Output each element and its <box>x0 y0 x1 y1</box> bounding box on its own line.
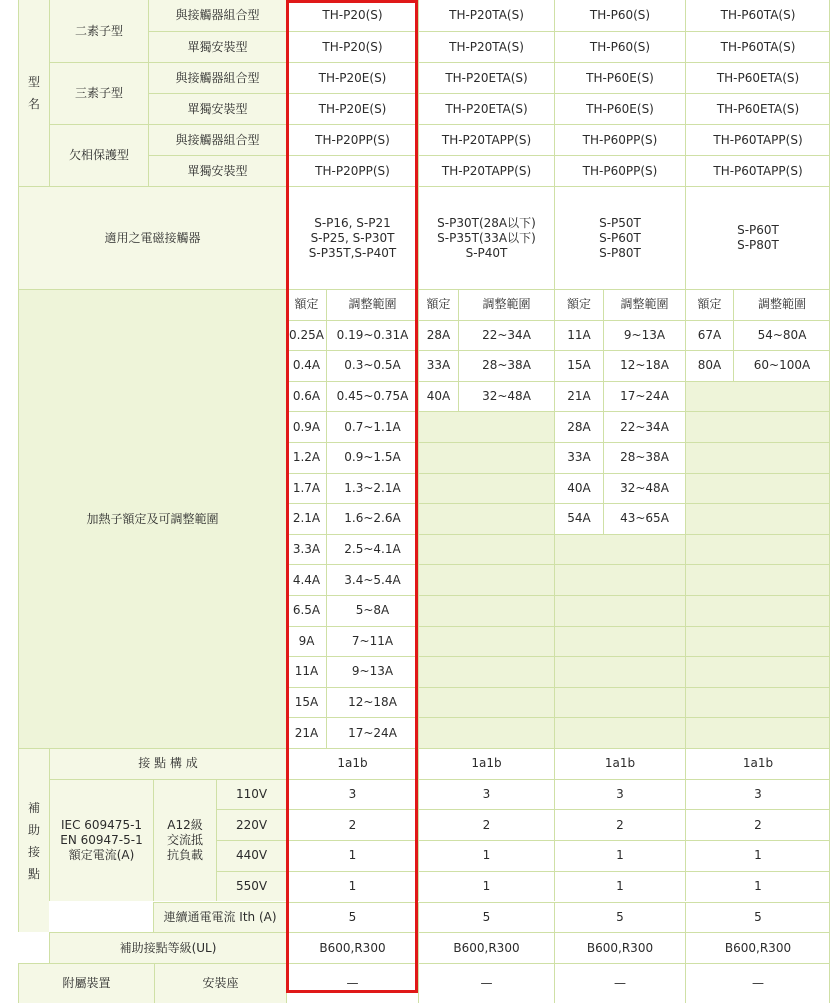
empty-heater-cell <box>554 564 685 595</box>
iec-rating-label-line: 額定電流(A) <box>68 848 135 863</box>
heater-rated-cell: 15A <box>286 687 326 718</box>
empty-heater-cell <box>418 595 554 626</box>
aux-550v-cell: 1 <box>286 871 418 902</box>
empty-heater-cell <box>685 534 830 565</box>
heater-rated-cell: 6.5A <box>286 595 326 626</box>
model-cell: TH-P60TA(S) <box>685 31 830 62</box>
aux-contact-label-line: 補 <box>27 800 40 815</box>
aux-440v-cell: 1 <box>554 840 685 871</box>
contact-config-cell: 1a1b <box>286 748 418 779</box>
a12-load-label-line: 交流抵 <box>166 833 203 848</box>
heater-range-cell: 1.6~2.6A <box>326 503 418 534</box>
empty-heater-cell <box>418 656 554 687</box>
empty-heater-cell <box>685 503 830 534</box>
aux-contact-label-line: 點 <box>27 866 40 881</box>
ith-cell: 5 <box>685 902 830 933</box>
aux-110v-cell: 3 <box>554 779 685 810</box>
empty-heater-cell <box>418 411 554 442</box>
mount-cell: — <box>286 963 418 1003</box>
contact-config-cell: 1a1b <box>554 748 685 779</box>
heater-rated-cell: 3.3A <box>286 534 326 565</box>
a12-load-label-line: A12級 <box>167 818 203 833</box>
empty-heater-cell <box>418 442 554 473</box>
model-cell: TH-P60PP(S) <box>554 155 685 186</box>
contactor-cell <box>554 186 685 289</box>
three-element-label: 三素子型 <box>49 62 148 124</box>
aux-grade-cell: B600,R300 <box>554 932 685 963</box>
model-cell: TH-P20E(S) <box>286 93 418 124</box>
heater-rated-cell: 67A <box>685 320 733 351</box>
standalone-type-label: 單獨安裝型 <box>148 31 286 62</box>
heater-rated-cell: 15A <box>554 350 603 381</box>
mount-label: 安裝座 <box>154 963 286 1003</box>
aux-440v-cell: 1 <box>286 840 418 871</box>
empty-heater-cell <box>685 442 830 473</box>
two-element-label: 二素子型 <box>49 0 148 62</box>
ith-cell: 5 <box>418 902 554 933</box>
contactor-cell-line: S-P35T,S-P40T <box>308 245 397 260</box>
model-cell: TH-P60TAPP(S) <box>685 124 830 155</box>
empty-heater-cell <box>685 381 830 412</box>
heater-rated-cell: 28A <box>418 320 458 351</box>
voltage-v110-label: 110V <box>216 779 286 810</box>
aux-220v-cell: 2 <box>418 809 554 840</box>
heater-rated-cell: 40A <box>418 381 458 412</box>
aux-220v-cell: 2 <box>685 809 830 840</box>
heater-range-cell: 17~24A <box>603 381 685 412</box>
voltage-v440-label: 440V <box>216 840 286 871</box>
empty-heater-cell <box>685 717 830 748</box>
heater-rated-cell: 2.1A <box>286 503 326 534</box>
heater-rated-cell: 0.9A <box>286 411 326 442</box>
heater-range-cell: 43~65A <box>603 503 685 534</box>
aux-contact-label-line: 接 <box>27 844 40 859</box>
heater-range-cell: 28~38A <box>603 442 685 473</box>
model-cell: TH-P60TAPP(S) <box>685 155 830 186</box>
heater-rated-cell: 11A <box>554 320 603 351</box>
empty-heater-cell <box>554 687 685 718</box>
model-cell: TH-P20PP(S) <box>286 155 418 186</box>
contact-config-cell: 1a1b <box>418 748 554 779</box>
empty-heater-cell <box>685 687 830 718</box>
rated-header: 額定 <box>554 289 603 320</box>
empty-heater-cell <box>685 564 830 595</box>
empty-heater-cell <box>418 534 554 565</box>
heater-range-cell: 0.7~1.1A <box>326 411 418 442</box>
model-cell: TH-P60E(S) <box>554 62 685 93</box>
ith-label: 連續通電電流 Ith (A) <box>153 902 286 933</box>
model-cell: TH-P20ETA(S) <box>418 62 554 93</box>
ith-cell: 5 <box>286 902 418 933</box>
model-cell: TH-P60ETA(S) <box>685 62 830 93</box>
a12-load-label-line: 抗負載 <box>166 848 203 863</box>
heater-rated-cell: 40A <box>554 473 603 504</box>
model-cell: TH-P20TA(S) <box>418 31 554 62</box>
heater-rated-cell: 0.4A <box>286 350 326 381</box>
aux-550v-cell: 1 <box>685 871 830 902</box>
empty-heater-cell <box>418 626 554 657</box>
model-cell: TH-P60(S) <box>554 0 685 31</box>
model-cell: TH-P60TA(S) <box>685 0 830 31</box>
contactor-cell-line: S-P60T <box>599 230 641 245</box>
heater-range-cell: 0.19~0.31A <box>326 320 418 351</box>
model-cell: TH-P20TA(S) <box>418 0 554 31</box>
heater-range-cell: 32~48A <box>458 381 554 412</box>
heater-range-cell: 12~18A <box>603 350 685 381</box>
heater-rated-cell: 1.7A <box>286 473 326 504</box>
heater-rated-cell: 11A <box>286 656 326 687</box>
aux-110v-cell: 3 <box>685 779 830 810</box>
empty-heater-cell <box>685 656 830 687</box>
heater-rated-cell: 28A <box>554 411 603 442</box>
heater-range-cell: 54~80A <box>733 320 830 351</box>
model-name-label-line: 型 <box>27 75 40 89</box>
aux-contact-label <box>18 748 49 932</box>
empty-heater-cell <box>554 626 685 657</box>
empty-heater-cell <box>554 717 685 748</box>
aux-440v-cell: 1 <box>418 840 554 871</box>
contactor-label: 適用之電磁接觸器 <box>18 186 286 289</box>
heater-rated-cell: 4.4A <box>286 564 326 595</box>
heater-rated-cell: 21A <box>554 381 603 412</box>
contactor-cell-line: S-P16, S-P21 <box>314 215 391 230</box>
range-header: 調整範圍 <box>326 289 418 320</box>
range-header: 調整範圍 <box>733 289 830 320</box>
contactor-cell-line: S-P50T <box>599 215 641 230</box>
standalone-type-label: 單獨安裝型 <box>148 155 286 186</box>
heater-range-cell: 17~24A <box>326 717 418 748</box>
contactor-cell <box>286 186 418 289</box>
iec-rating-label <box>49 779 153 902</box>
model-cell: TH-P60PP(S) <box>554 124 685 155</box>
voltage-v220-label: 220V <box>216 809 286 840</box>
heater-rated-cell: 0.6A <box>286 381 326 412</box>
model-cell: TH-P60ETA(S) <box>685 93 830 124</box>
combined-type-label: 與接觸器組合型 <box>148 62 286 93</box>
heater-range-cell: 22~34A <box>458 320 554 351</box>
aux-110v-cell: 3 <box>286 779 418 810</box>
contactor-cell-line: S-P25, S-P30T <box>310 230 395 245</box>
heater-range-cell: 28~38A <box>458 350 554 381</box>
aux-550v-cell: 1 <box>418 871 554 902</box>
heater-range-cell: 5~8A <box>326 595 418 626</box>
empty-heater-cell <box>554 534 685 565</box>
empty-heater-cell <box>418 473 554 504</box>
heater-range-cell: 7~11A <box>326 626 418 657</box>
aux-440v-cell: 1 <box>685 840 830 871</box>
accessory-label: 附屬裝置 <box>18 963 154 1003</box>
heater-range-cell: 9~13A <box>603 320 685 351</box>
heater-range-cell: 32~48A <box>603 473 685 504</box>
heater-rated-cell: 80A <box>685 350 733 381</box>
model-cell: TH-P60(S) <box>554 31 685 62</box>
empty-heater-cell <box>418 717 554 748</box>
model-name-label-line: 名 <box>27 97 40 111</box>
aux-220v-cell: 2 <box>554 809 685 840</box>
model-cell: TH-P20(S) <box>286 0 418 31</box>
aux-contact-label-line: 助 <box>27 822 40 837</box>
heater-rated-cell: 21A <box>286 717 326 748</box>
contactor-cell-line: S-P80T <box>737 238 779 252</box>
model-cell: TH-P60E(S) <box>554 93 685 124</box>
heater-rated-cell: 54A <box>554 503 603 534</box>
empty-heater-cell <box>685 595 830 626</box>
phase-loss-label: 欠相保護型 <box>49 124 148 186</box>
empty-heater-cell <box>418 687 554 718</box>
heater-range-cell: 2.5~4.1A <box>326 534 418 565</box>
contactor-cell-line: S-P40T <box>465 245 508 260</box>
contactor-cell-line: S-P35T(33A以下) <box>437 230 536 245</box>
voltage-v550-label: 550V <box>216 871 286 902</box>
standalone-type-label: 單獨安裝型 <box>148 93 286 124</box>
mount-cell: — <box>554 963 685 1003</box>
model-cell: TH-P20PP(S) <box>286 124 418 155</box>
empty-heater-cell <box>418 564 554 595</box>
model-name-label <box>18 0 49 186</box>
aux-220v-cell: 2 <box>286 809 418 840</box>
heater-range-cell: 22~34A <box>603 411 685 442</box>
rated-header: 額定 <box>286 289 326 320</box>
heater-range-cell: 3.4~5.4A <box>326 564 418 595</box>
rated-header: 額定 <box>685 289 733 320</box>
empty-heater-cell <box>685 626 830 657</box>
heater-range-cell: 12~18A <box>326 687 418 718</box>
aux-110v-cell: 3 <box>418 779 554 810</box>
heater-range-cell: 0.3~0.5A <box>326 350 418 381</box>
iec-rating-label-line: EN 60947-5-1 <box>60 833 143 848</box>
heater-rated-cell: 33A <box>418 350 458 381</box>
contactor-cell-line: S-P60T <box>737 223 779 237</box>
aux-grade-label: 補助接點等級(UL) <box>49 932 286 963</box>
iec-rating-label-line: IEC 609475-1 <box>60 818 143 833</box>
model-cell: TH-P20E(S) <box>286 62 418 93</box>
empty-heater-cell <box>554 595 685 626</box>
heater-range-cell: 0.45~0.75A <box>326 381 418 412</box>
model-cell: TH-P20ETA(S) <box>418 93 554 124</box>
range-header: 調整範圍 <box>603 289 685 320</box>
empty-heater-cell <box>554 656 685 687</box>
mount-cell: — <box>418 963 554 1003</box>
empty-heater-cell <box>685 473 830 504</box>
heater-range-cell: 60~100A <box>733 350 830 381</box>
aux-grade-cell: B600,R300 <box>418 932 554 963</box>
contactor-cell <box>685 186 830 289</box>
a12-load-label <box>153 779 216 902</box>
aux-grade-cell: B600,R300 <box>286 932 418 963</box>
heater-range-cell: 0.9~1.5A <box>326 442 418 473</box>
contact-config-cell: 1a1b <box>685 748 830 779</box>
aux-grade-cell: B600,R300 <box>685 932 830 963</box>
range-header: 調整範圍 <box>458 289 554 320</box>
heater-label: 加熱子額定及可調整範圍 <box>18 289 286 748</box>
contactor-cell <box>418 186 554 289</box>
contactor-cell-line: S-P30T(28A以下) <box>437 215 536 230</box>
combined-type-label: 與接觸器組合型 <box>148 124 286 155</box>
heater-range-cell: 9~13A <box>326 656 418 687</box>
contactor-cell-line: S-P80T <box>599 245 641 260</box>
model-cell: TH-P20TAPP(S) <box>418 155 554 186</box>
contact-config-label: 接 點 構 成 <box>49 748 286 779</box>
ith-cell: 5 <box>554 902 685 933</box>
combined-type-label: 與接觸器組合型 <box>148 0 286 31</box>
model-cell: TH-P20TAPP(S) <box>418 124 554 155</box>
model-cell: TH-P20(S) <box>286 31 418 62</box>
rated-header: 額定 <box>418 289 458 320</box>
heater-rated-cell: 9A <box>286 626 326 657</box>
heater-rated-cell: 1.2A <box>286 442 326 473</box>
aux-550v-cell: 1 <box>554 871 685 902</box>
heater-rated-cell: 33A <box>554 442 603 473</box>
empty-heater-cell <box>685 411 830 442</box>
mount-cell: — <box>685 963 830 1003</box>
heater-range-cell: 1.3~2.1A <box>326 473 418 504</box>
empty-heater-cell <box>418 503 554 534</box>
heater-rated-cell: 0.25A <box>286 320 326 351</box>
